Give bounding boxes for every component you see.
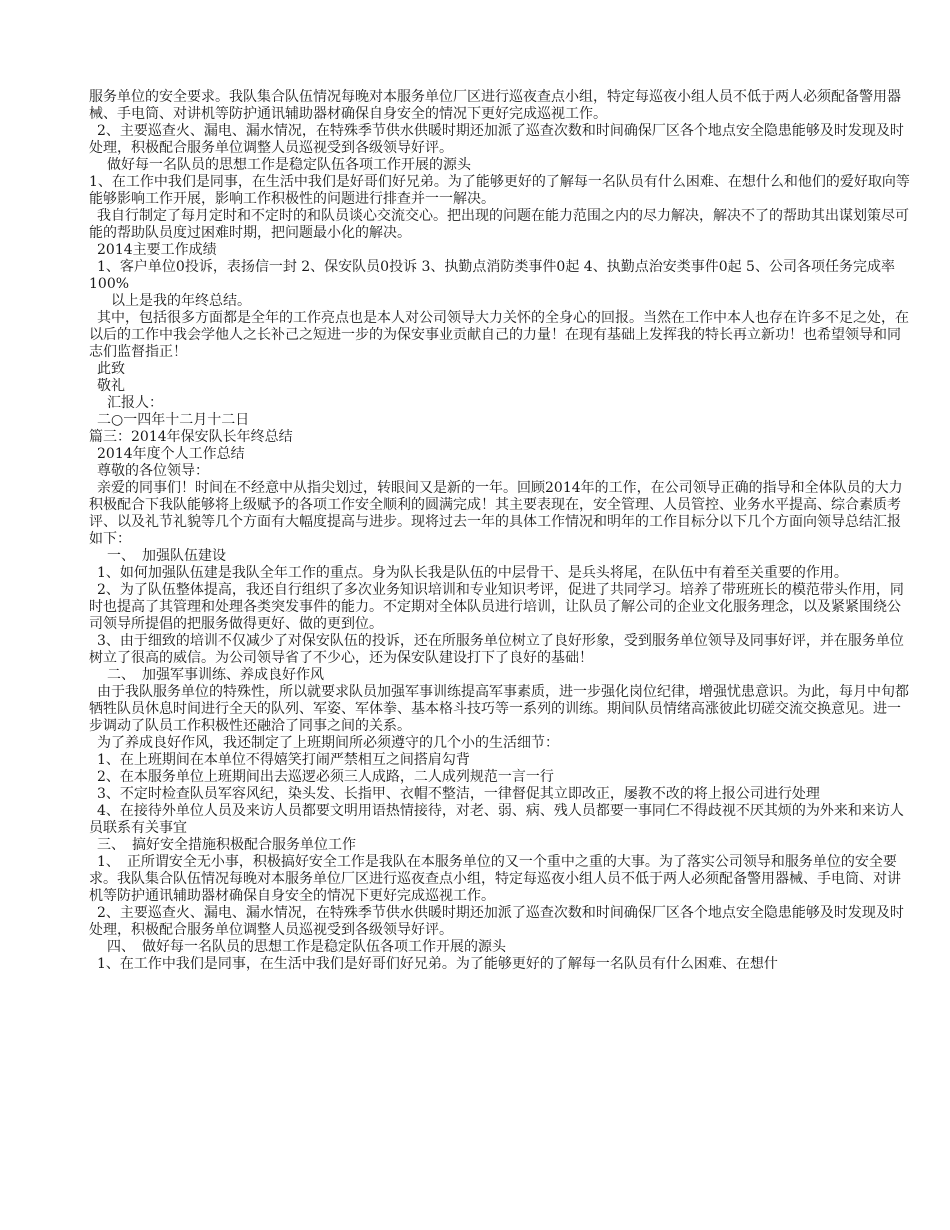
paragraph: 篇三：2014年保安队长年终总结 xyxy=(89,429,293,445)
paragraph: 汇报人： xyxy=(107,395,163,411)
paragraph: 四、 做好每一名队员的思想工作是稳定队伍各项工作开展的源头 xyxy=(107,939,506,955)
paragraph: 4、在接待外单位人员及来访人员都要文明用语热情接待，对老、弱、病、残人员都要一事同仁不得歧视不厌其烦的为外来和来访人员联系有关事宜 xyxy=(89,803,904,836)
paragraph: 以上是我的年终总结。 xyxy=(111,293,251,309)
paragraph: 3、由于细致的培训不仅减少了对保安队伍的投诉，还在所服务单位树立了良好形象，受到服务单位领导及同事好评，并在服务单位树立了很高的威信。为公司领导省了不少心，还为保安队建设打下了良好的基础！ xyxy=(89,633,904,666)
paragraph: 其中，包括很多方面都是全年的工作亮点也是本人对公司领导大力关怀的全身心的回报。当然在工作中本人也存在许多不足之处，在以后的工作中我会学他人之长补己之短进一步的为保安事业贡献自己的力量！在现有基础上发挥我的特长再立新功！也希望领导和同志们监督指正！ xyxy=(89,310,909,360)
paragraph: 2、在本服务单位上班期间出去巡逻必须三人成路，二人成列规范一言一行 xyxy=(97,769,554,785)
paragraph: 2、主要巡查火、漏电、漏水情况，在特殊季节供水供暖时期还加派了巡查次数和时间确保厂区各个地点安全隐患能够及时发现及时处理，积极配合服务单位调整人员巡视受到各级领导好评。 xyxy=(89,123,904,156)
paragraph: 做好每一名队员的思想工作是稳定队伍各项工作开展的源头 xyxy=(107,157,471,173)
paragraph: 2、为了队伍整体提高，我还自行组织了多次业务知识培训和专业知识考评，促进了共同学习。培养了带班班长的模范带头作用，同时也提高了其管理和处理各类突发事件的能力。不定期对全体队员进行培训，让队员了解公司的企业文化服务理念，以及紧紧围绕公司领导所提倡的把服务做得更好、做的更到位。 xyxy=(89,582,904,632)
paragraph: 一、 加强队伍建设 xyxy=(107,548,226,564)
paragraph: 三、 搞好安全措施积极配合服务单位工作 xyxy=(97,837,356,853)
paragraph: 二、 加强军事训练、养成良好作风 xyxy=(107,667,324,683)
paragraph: 2014主要工作成绩 xyxy=(97,242,217,258)
paragraph: 1、客户单位0投诉，表扬信一封 2、保安队员0投诉 3、执勤点消防类事件0起 4、执勤点治安类事件0起 5、公司各项任务完成率100% xyxy=(89,259,895,292)
paragraph: 由于我队服务单位的特殊性，所以就要求队员加强军事训练提高军事素质，进一步强化岗位纪律，增强忧患意识。为此，每月中旬都牺牲队员休息时间进行全天的队列、军姿、军体拳、基本格斗技巧等一系列的训练。期间队员情绪高涨彼此切磋交流交换意见。进一步调动了队员工作积极性还融洽了同事之间的关系。 xyxy=(89,684,909,734)
paragraph: 1、在工作中我们是同事，在生活中我们是好哥们好兄弟。为了能够更好的了解每一名队员有什么困难、在想什 xyxy=(97,956,778,972)
paragraph: 3、不定时检查队员军容风纪，染头发、长指甲、衣帽不整洁，一律督促其立即改正，屡教不改的将上报公司进行处理 xyxy=(97,786,820,802)
paragraph: 1、如何加强队伍建是我队全年工作的重点。身为队长我是队伍的中层骨干、是兵头将尾，在队伍中有着至关重要的作用。 xyxy=(97,565,848,581)
paragraph: 1、在上班期间在本单位不得嬉笑打闹严禁相互之间搭肩勾背 xyxy=(97,752,470,768)
paragraph: 亲爱的同事们！时间在不经意中从指尖划过，转眼间又是新的一年。回顾2014年的工作，在公司领导正确的指导和全体队员的大力积极配合下我队能够将上级赋予的各项工作安全顺利的圆满完成！其主要表现在，安全管理、人员管控、业务水平提高、综合素质考评、以及礼节礼貌等几个方面有大幅度提高与进步。现将过去一年的具体工作情况和明年的工作目标分以下几个方面向领导总结汇报如下： xyxy=(89,480,903,547)
paragraph: 为了养成良好作风，我还制定了上班期间所必须遵守的几个小的生活细节： xyxy=(97,735,559,751)
paragraph: 我自行制定了每月定时和不定时的和队员谈心交流交心。把出现的问题在能力范围之内的尽力解决，解决不了的帮助其出谋划策尽可能的帮助队员度过困难时期，把问题最小化的解决。 xyxy=(89,208,909,241)
paragraph: 二○一四年十二月十二日 xyxy=(97,412,250,428)
paragraph: 此致 xyxy=(97,361,125,377)
paragraph: 服务单位的安全要求。我队集合队伍情况每晚对本服务单位厂区进行巡夜查点小组，特定每巡夜小组人员不低于两人必须配备警用器械、手电筒、对讲机等防护通讯辅助器材确保自身安全的情况下更好完成巡视工作。 xyxy=(89,89,901,122)
paragraph: 2014年度个人工作总结 xyxy=(97,446,245,462)
paragraph: 2、主要巡查火、漏电、漏水情况，在特殊季节供水供暖时期还加派了巡查次数和时间确保厂区各个地点安全隐患能够及时发现及时处理，积极配合服务单位调整人员巡视受到各级领导好评。 xyxy=(89,905,904,938)
paragraph: 尊敬的各位领导： xyxy=(97,463,209,479)
paragraph: 敬礼 xyxy=(97,378,125,394)
paragraph: 1、 正所谓安全无小事，积极搞好安全工作是我队在本服务单位的又一个重中之重的大事。为了落实公司领导和服务单位的安全要求。我队集合队伍情况每晚对本服务单位厂区进行巡夜查点小组，特定每巡夜小组人员不低于两人必须配备警用器械、手电筒、对讲机等防护通讯辅助器材确保自身安全的情况下更好完成巡视工作。 xyxy=(89,854,901,904)
paragraph: 1、在工作中我们是同事，在生活中我们是好哥们好兄弟。为了能够更好的了解每一名队员有什么困难、在想什么和他们的爱好取向等能够影响工作开展，影响工作积极性的问题进行排查并一一解决。 xyxy=(89,174,910,207)
